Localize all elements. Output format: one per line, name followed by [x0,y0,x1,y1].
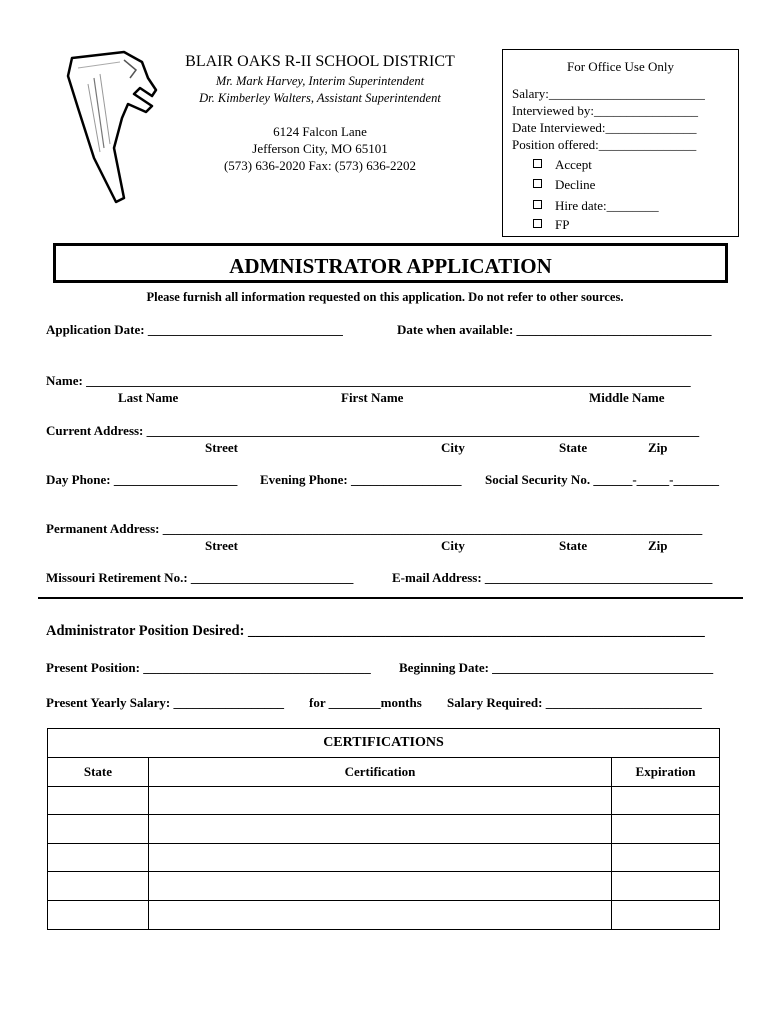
city-label: City [441,538,465,553]
application-date-field[interactable]: Application Date: ______________________________ [46,322,343,337]
permanent-address-field[interactable]: Permanent Address: ___________________________________________________________________________________ [46,521,703,536]
table-row [48,872,720,901]
state-label: State [559,538,588,553]
expiration-cell[interactable] [612,786,720,815]
column-header-certification: Certification [148,758,611,787]
state-cell[interactable] [48,786,149,815]
checkbox-icon [533,159,542,168]
state-cell[interactable] [48,815,149,844]
ssn-field[interactable]: Social Security No. ______-_____-_______ [485,472,719,487]
zip-label: Zip [648,440,668,455]
table-row [48,786,720,815]
checkbox-icon [533,179,542,188]
certification-cell[interactable] [148,900,611,929]
street-label: Street [205,538,238,553]
expiration-cell[interactable] [612,815,720,844]
date-available-field[interactable]: Date when available: ______________________________ [397,322,712,337]
table-row [48,900,720,929]
yearly-salary-field[interactable]: Present Yearly Salary: _________________ [46,695,284,710]
district-name: BLAIR OAKS R-II SCHOOL DISTRICT [185,53,455,70]
name-field[interactable]: Name: _____________________________________________________________________________________________ [46,373,691,388]
page-title: ADMNISTRATOR APPLICATION [229,254,552,278]
interviewed-by-field[interactable]: Interviewed by:________________ [512,103,698,118]
city-state-zip: Jefferson City, MO 65101 [252,141,388,156]
current-address-field[interactable]: Current Address: _____________________________________________________________________________________ [46,423,700,438]
salary-field[interactable]: Salary:________________________ [512,86,705,101]
date-interviewed-field[interactable]: Date Interviewed:______________ [512,120,697,135]
certification-cell[interactable] [148,872,611,901]
zip-label: Zip [648,538,668,553]
day-phone-field[interactable]: Day Phone: ___________________ [46,472,238,487]
middle-name-label: Middle Name [589,390,665,405]
assistant-superintendent-line: Dr. Kimberley Walters, Assistant Superintendent [199,91,441,105]
email-field[interactable]: E-mail Address: ___________________________________ [392,570,713,585]
state-label: State [559,440,588,455]
falcon-logo-icon [64,48,164,204]
column-header-expiration: Expiration [612,758,720,787]
position-desired-field[interactable]: Administrator Position Desired: _______________________________________________________________ [46,623,705,639]
retirement-number-field[interactable]: Missouri Retirement No.: _________________________ [46,570,354,585]
state-cell[interactable] [48,872,149,901]
expiration-cell[interactable] [612,872,720,901]
office-use-box [502,49,739,237]
accept-checkbox[interactable]: Accept [533,157,592,173]
instruction-text: Please furnish all information requested on this application. Do not refer to other sources. [146,290,624,304]
certification-cell[interactable] [148,786,611,815]
first-name-label: First Name [341,390,404,405]
salary-required-field[interactable]: Salary Required: ________________________ [447,695,702,710]
last-name-label: Last Name [118,390,179,405]
column-header-state: State [48,758,149,787]
expiration-cell[interactable] [612,843,720,872]
checkbox-icon [533,219,542,228]
expiration-cell[interactable] [612,900,720,929]
certification-cell[interactable] [148,843,611,872]
present-position-field[interactable]: Present Position: ___________________________________ [46,660,371,675]
fp-checkbox[interactable]: FP [533,217,569,233]
state-cell[interactable] [48,843,149,872]
superintendent-line: Mr. Mark Harvey, Interim Superintendent [215,74,425,88]
table-row [48,815,720,844]
hire-date-checkbox[interactable]: Hire date:________ [533,198,659,214]
certifications-title: CERTIFICATIONS [48,729,720,758]
position-offered-field[interactable]: Position offered:_______________ [512,137,697,152]
certifications-table [47,728,720,930]
office-use-title: For Office Use Only [567,59,674,74]
decline-checkbox[interactable]: Decline [533,177,595,193]
phone-fax: (573) 636-2020 Fax: (573) 636-2202 [223,158,417,173]
beginning-date-field[interactable]: Beginning Date: __________________________________ [399,660,714,675]
table-row [48,843,720,872]
city-label: City [441,440,465,455]
title-box [53,243,728,283]
checkbox-icon [533,200,542,209]
section-divider [38,597,743,599]
evening-phone-field[interactable]: Evening Phone: _________________ [260,472,462,487]
state-cell[interactable] [48,900,149,929]
street-label: Street [205,440,238,455]
street-address: 6124 Falcon Lane [273,124,367,139]
certification-cell[interactable] [148,815,611,844]
months-field[interactable]: for ________months [309,695,422,710]
